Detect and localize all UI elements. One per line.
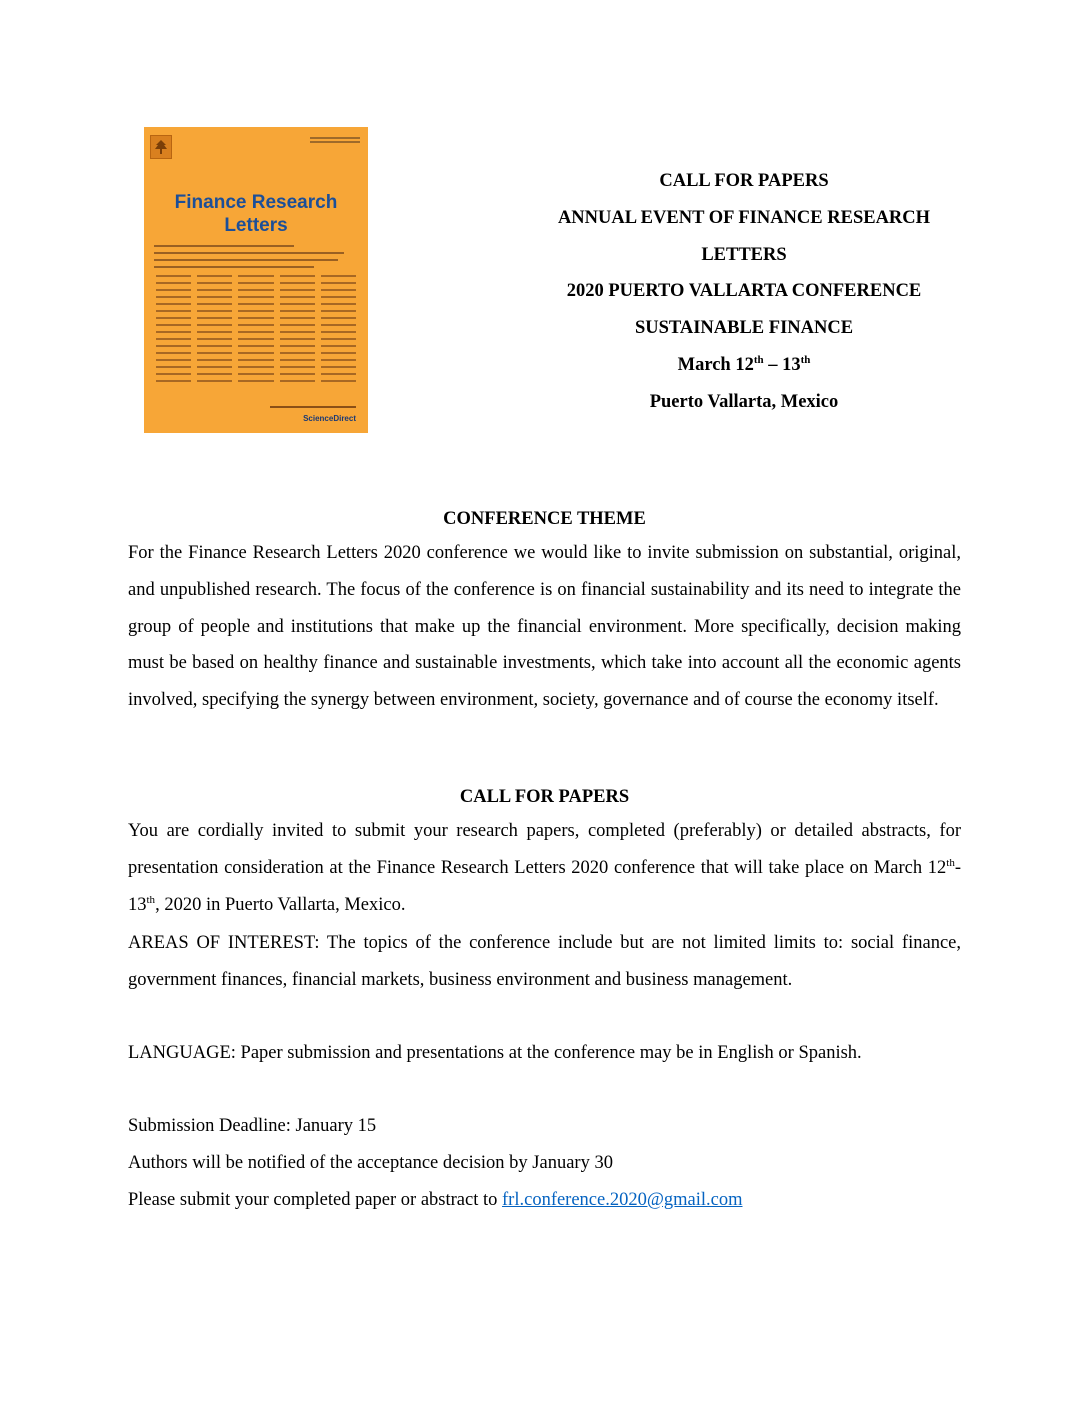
cover-footer-line xyxy=(270,406,356,408)
submission-instructions-text: Please submit your completed paper or abstract to xyxy=(128,1190,503,1210)
theme-paragraph: For the Finance Research Letters 2020 conference we would like to invite submission on substantial, original, and unpublished research. The focus of the conference is on financial sustainability and its need to integrate the group of people and institutions that make up the financial environment. More specifically, decision making must be based on healthy finance and sustainable investments, which take into account all the economic agents involved, specifying the synergy between environment, society, governance and of course the economy itself. xyxy=(128,543,961,711)
cover-editor-lines xyxy=(154,245,354,273)
header-call-for-papers: CALL FOR PAPERS xyxy=(659,171,829,191)
notification-date: Authors will be notified of the acceptance decision by January 30 xyxy=(128,1153,613,1173)
conference-header xyxy=(480,163,1008,421)
sciencedirect-badge: ScienceDirect xyxy=(303,414,356,423)
submission-email-link[interactable]: frl.conference.2020@gmail.com xyxy=(502,1190,743,1210)
call-intro-paragraph: You are cordially invited to submit your research papers, completed (preferably) or detailed abstracts, for presentation consideration at the Finance Research Letters 2020 conference that will take place on March 12th-13th, 2020 in Puerto Vallarta, Mexico. xyxy=(128,821,961,915)
cover-editorial-board xyxy=(156,275,356,382)
cover-journal-title: Finance Research Letters xyxy=(174,192,338,236)
call-heading: CALL FOR PAPERS xyxy=(459,787,630,807)
header-letters: LETTERS xyxy=(701,244,787,265)
issn-text-lines xyxy=(310,137,360,139)
submission-deadline: Submission Deadline: January 15 xyxy=(128,1116,377,1136)
header-dates: March 12th – 13th xyxy=(677,353,811,375)
publisher-logo-icon xyxy=(150,135,172,159)
header-conference-name: 2020 PUERTO VALLARTA CONFERENCE xyxy=(566,281,922,302)
header-location: Puerto Vallarta, Mexico xyxy=(649,391,839,412)
submission-instructions xyxy=(128,1182,961,1219)
areas-of-interest: AREAS OF INTEREST: The topics of the conference include but are not limited limits to: social finance, government finances, financial markets, business environment and business management. xyxy=(128,933,961,990)
language-note: LANGUAGE: Paper submission and presentations at the conference may be in English or Spanish. xyxy=(128,1043,862,1063)
journal-cover-image xyxy=(144,127,368,433)
header-topic: SUSTAINABLE FINANCE xyxy=(634,318,854,339)
header-annual-event: ANNUAL EVENT OF FINANCE RESEARCH xyxy=(557,207,931,228)
theme-heading: CONFERENCE THEME xyxy=(443,509,646,529)
